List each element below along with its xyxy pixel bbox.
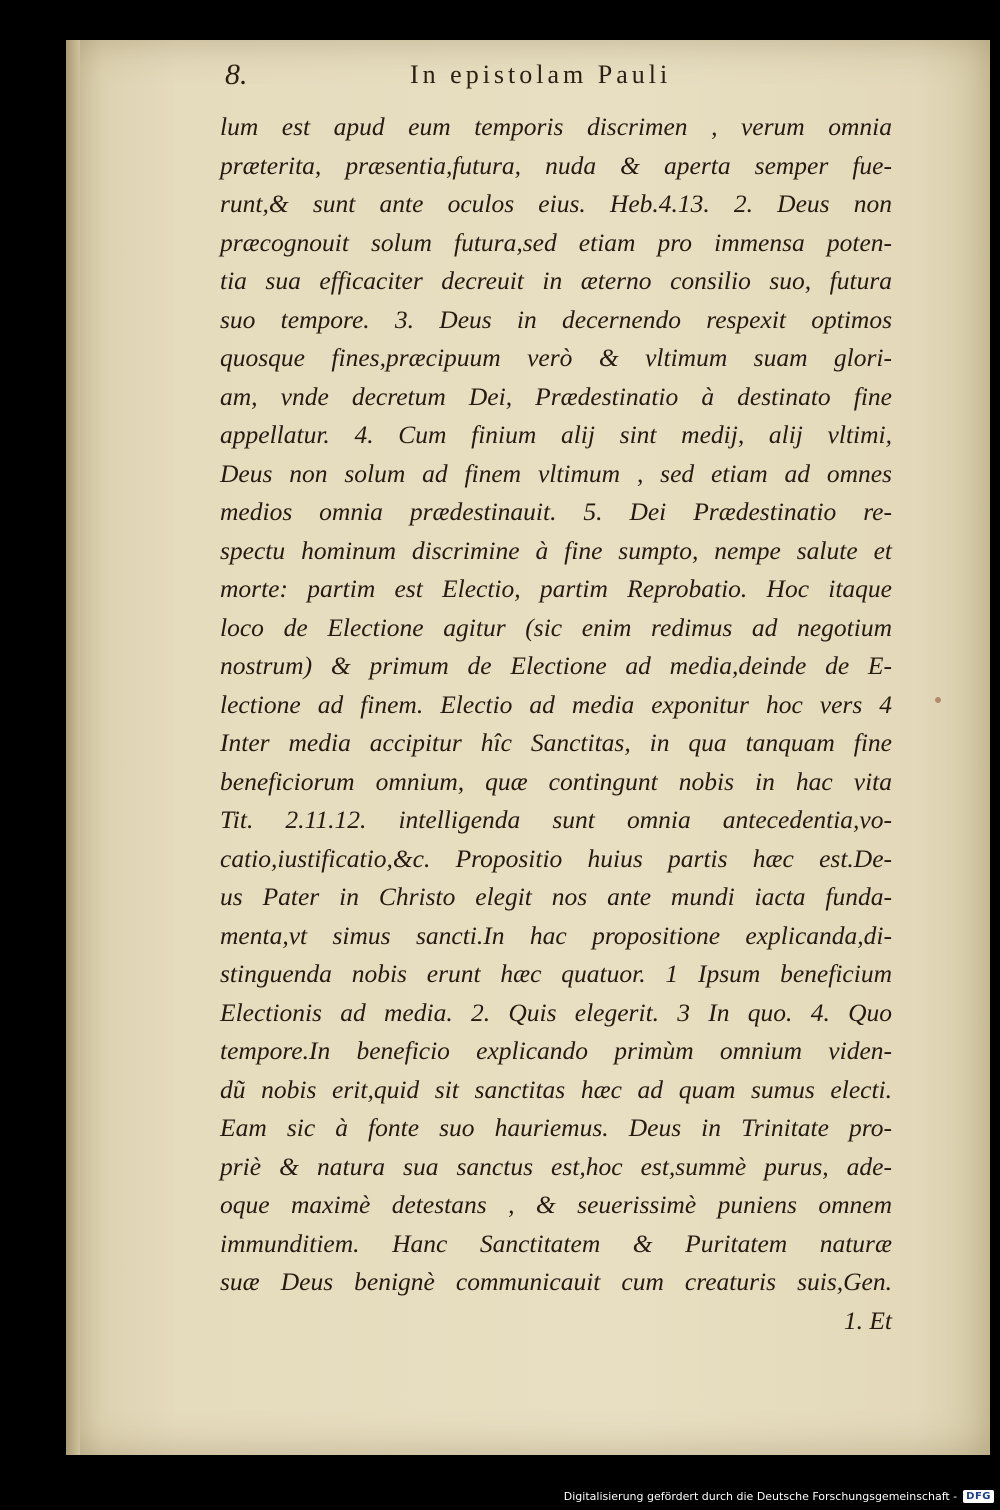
text-line: spectu hominum discrimine à fine sumpto, nempe salute et [220,535,892,565]
text-line: catio,iustificatio,&c. Propositio huius partis hæc est.De- [220,843,892,873]
digitization-credit [564,1486,994,1506]
ink-spot [935,697,941,703]
text-line: præterita, præsentia,futura, nuda & aperta semper fue- [220,150,892,180]
credit-text: Digitalisierung gefördert durch die Deutsche Forschungsgemeinschaft - [563,1489,958,1503]
text-line: tia sua efficaciter decreuit in æterno consilio suo, futura [220,266,892,295]
text-line: tempore.In beneficio explicando primùm omnium viden- [220,1036,892,1065]
text-line: am, vnde decretum Dei, Prædestinatio à destinato fine [220,381,892,411]
text-line: dũ nobis erit,quid sit sanctitas hæc ad quam sumus electi. [220,1074,892,1104]
text-line: Tit. 2.11.12. intelligenda sunt omnia antecedentia,vo- [220,805,892,834]
text-line: quosque fines,præcipuum verò & vltimum suam glori- [220,343,892,372]
text-line: suo tempore. 3. Deus in decernendo respexit optimos [220,304,892,334]
text-line: lum est apud eum temporis discrimen , verum omnia [220,112,892,141]
text-line: loco de Electione agitur (sic enim redimus ad negotium [220,612,892,642]
text-line: runt,& sunt ante oculos eius. Heb.4.13. 2. Deus non [220,189,892,218]
page-number: 8. [225,58,248,91]
catchword: 1. Et [843,1305,892,1335]
running-head: In epistolam Pauli [410,60,672,89]
text-line: nostrum) & primum de Electione ad media,deinde de E- [220,651,892,680]
text-line: menta,vt simus sancti.In hac propositione explicanda,di- [220,920,892,950]
text-line: beneficiorum omnium, quæ contingunt nobis in hac vita [220,766,892,796]
text-line: immunditiem. Hanc Sanctitatem & Puritatem naturæ [220,1228,892,1258]
text-line: appellatur. 4. Cum finium alij sint medij, alij vltimi, [220,420,892,449]
text-line: Eam sic à fonte suo hauriemus. Deus in Trinitate pro- [220,1113,892,1142]
text-line: Deus non solum ad finem vltimum , sed etiam ad omnes [220,458,892,488]
dfg-logo: DFG [963,1490,994,1503]
body-text [220,108,892,1340]
text-line: morte: partim est Electio, partim Reprobatio. Hoc itaque [220,574,892,603]
text-line: Electionis ad media. 2. Quis elegerit. 3 In quo. 4. Quo [220,997,892,1027]
text-line: præcognouit solum futura,sed etiam pro immensa poten- [220,227,892,257]
text-line: stinguenda nobis erunt hæc quatuor. 1 Ipsum beneficium [220,959,892,988]
text-line: us Pater in Christo elegit nos ante mundi iacta funda- [220,882,892,911]
page-header [225,58,905,98]
text-line: oque maximè detestans , & seuerissimè puniens omnem [220,1190,892,1219]
text-line: Inter media accipitur hîc Sanctitas, in qua tanquam fine [220,728,892,757]
page-gutter-edge [66,40,80,1455]
text-line: priè & natura sua sanctus est,hoc est,summè purus, ade- [220,1151,892,1181]
text-line: suæ Deus benignè communicauit cum creaturis suis,Gen. [220,1267,892,1296]
text-line: lectione ad finem. Electio ad media exponitur hoc vers 4 [220,689,892,719]
text-line: medios omnia prædestinauit. 5. Dei Prædestinatio re- [220,497,892,526]
